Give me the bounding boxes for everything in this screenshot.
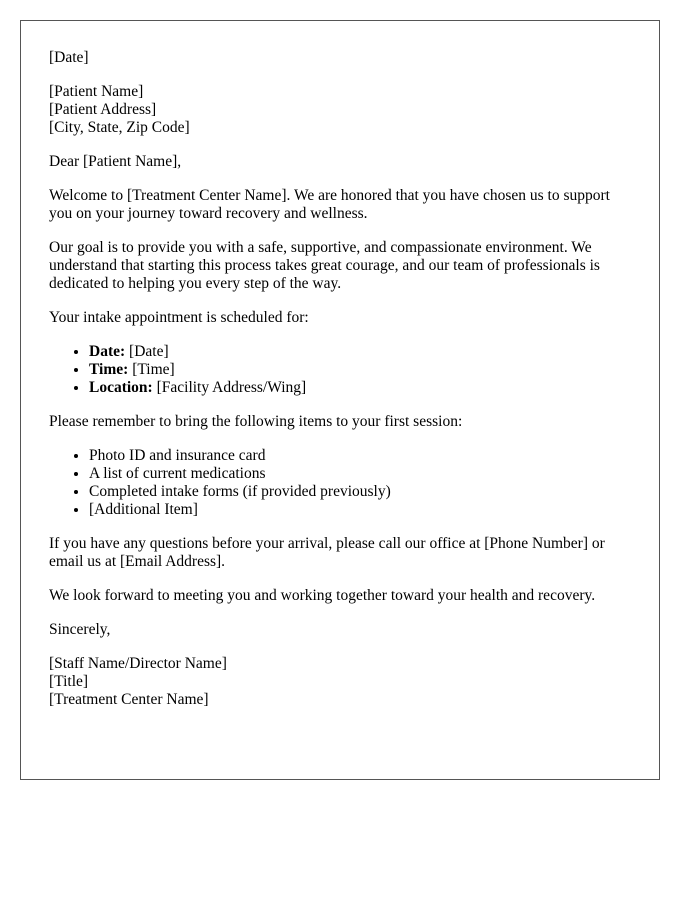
appointment-date-label: Date: (89, 343, 126, 360)
list-item: • A list of current medications (89, 465, 631, 483)
appointment-time-item (89, 361, 631, 379)
salutation: Dear [Patient Name], (49, 153, 182, 170)
appointment-details-list (49, 343, 631, 397)
recipient-address: [Patient Address] (49, 101, 157, 118)
signature-name: [Staff Name/Director Name] (49, 655, 227, 672)
appointment-time-value: [Time] (132, 361, 175, 378)
recipient-name: [Patient Name] (49, 83, 144, 100)
questions-paragraph: If you have any questions before your arrival, please call our office at [Phone Number] or email us at [Email Address]. (49, 535, 605, 570)
recipient-address-block (49, 83, 631, 137)
letter-date: [Date] (49, 49, 89, 66)
appointment-location-value: [Facility Address/Wing] (156, 379, 307, 396)
goal-paragraph: Our goal is to provide you with a safe, supportive, and compassionate environment. We understand that starting this process takes great courage, and our team of professionals is dedicated to helping you every step of the way. (49, 239, 600, 292)
list-item: • Completed intake forms (if provided previously) (89, 483, 631, 501)
appointment-date-value: [Date] (129, 343, 169, 360)
signature-organization: [Treatment Center Name] (49, 691, 209, 708)
appointment-intro: Your intake appointment is scheduled for: (49, 309, 309, 326)
appointment-location-label: Location: (89, 379, 153, 396)
signature-block (49, 655, 631, 709)
sign-off: Sincerely, (49, 621, 111, 638)
list-item: • [Additional Item] (89, 501, 631, 519)
recipient-city-state-zip: [City, State, Zip Code] (49, 119, 190, 136)
appointment-time-label: Time: (89, 361, 129, 378)
letter-page (20, 20, 660, 780)
signature-title: [Title] (49, 673, 89, 690)
items-intro: Please remember to bring the following items to your first session: (49, 413, 463, 430)
items-to-bring-list (49, 447, 631, 519)
list-item: • Photo ID and insurance card (89, 447, 631, 465)
appointment-location-item (89, 379, 631, 397)
welcome-paragraph: Welcome to [Treatment Center Name]. We are honored that you have chosen us to support you on your journey toward recovery and wellness. (49, 187, 610, 222)
appointment-date-item (89, 343, 631, 361)
closing-paragraph: We look forward to meeting you and working together toward your health and recovery. (49, 587, 596, 604)
